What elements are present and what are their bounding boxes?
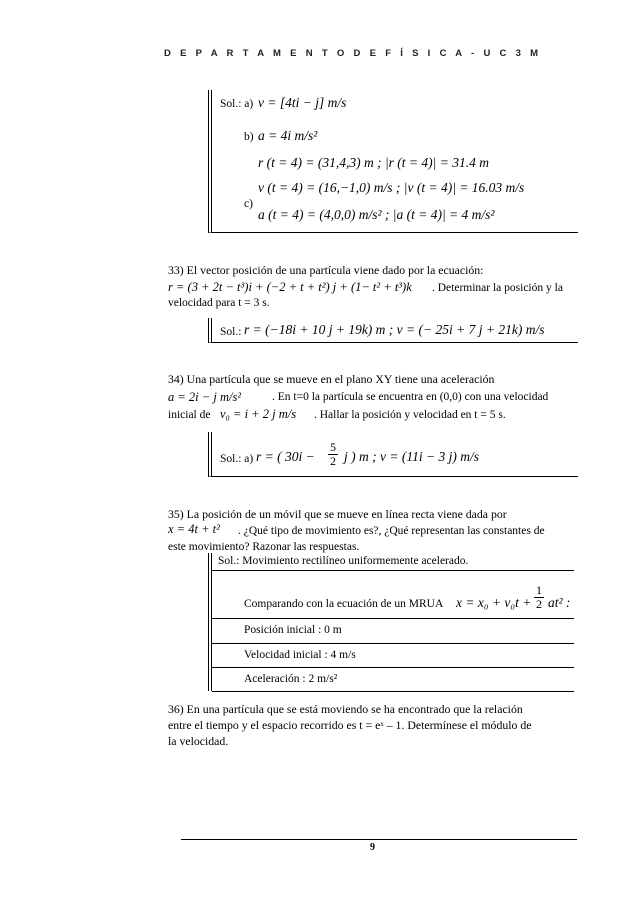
p33-equation: r = (3 + 2t − t³)i + (−2 + t + t²) j + (1− t² + t³)k	[168, 280, 412, 294]
sol35-divider-5	[212, 691, 574, 692]
p33-line2-text: . Determinar la posición y la	[432, 282, 563, 294]
sol35-initial-position: Posición inicial : 0 m	[244, 624, 342, 636]
footer-rule	[181, 839, 577, 840]
sol35-acceleration: Aceleración : 2 m/s²	[244, 673, 338, 685]
sol34-frac-den: 2	[330, 454, 336, 468]
sol35-mrua-a: x = x₀ + v₀t +	[456, 595, 532, 610]
sol32-a-label: Sol.: a)	[220, 98, 254, 110]
p35-line1: 35) La posición de un móvil que se mueve en línea recta viene dada por	[168, 507, 507, 521]
p34-line3-c: . Hallar la posición y velocidad en t = 5 s.	[314, 409, 506, 421]
p34-line2-text: . En t=0 la partícula se encuentra en (0,0) con una velocidad	[272, 391, 549, 403]
p33-line3: velocidad para t = 3 s.	[168, 297, 270, 309]
sol32-c-label: c)	[244, 198, 253, 210]
p35-line2-text: . ¿Qué tipo de movimiento es?, ¿Qué representan las constantes de	[238, 525, 545, 537]
sol33-expr: r = (−18i + 10 j + 19k) m ; v = (− 25i + 7 j + 21k) m/s	[244, 322, 545, 337]
p35-line3: este movimiento? Razonar las respuestas.	[168, 541, 360, 553]
sol35-text: Sol.: Movimiento rectilíneo uniformemente acelerado.	[218, 555, 469, 567]
sol32-c-line3: a (t = 4) = (4,0,0) m/s² ; |a (t = 4)| = 4 m/s²	[258, 207, 495, 222]
sol34-expr-b: j ) m ; v = (11i − 3 j) m/s	[344, 449, 479, 464]
sol34-label: Sol.: a)	[220, 453, 254, 465]
p35-position-expr: x = 4t + t²	[168, 522, 220, 536]
sol35-initial-velocity: Velocidad inicial : 4 m/s	[244, 649, 356, 661]
sol35-mrua-fraction	[534, 584, 544, 611]
page-header: D E P A R T A M E N T O D E F Í S I C A - U C 3 M	[164, 48, 542, 59]
sol34-frac-num: 5	[330, 440, 336, 454]
p34-line3-a: inicial de	[168, 409, 211, 421]
sol32-b-expr: a = 4i m/s²	[258, 128, 318, 143]
sol32-a-expr: v = [4ti − j] m/s	[258, 95, 347, 110]
sol35-compare-text: Comparando con la ecuación de un MRUA	[244, 598, 444, 610]
p36-line3: la velocidad.	[168, 734, 229, 748]
p36-line2: entre el tiempo y el espacio recorrido es t = eˣ – 1. Determínese el módulo de	[168, 718, 532, 732]
sol32-c-line1: r (t = 4) = (31,4,3) m ; |r (t = 4)| = 31.4 m	[258, 155, 489, 170]
p33-line1: 33) El vector posición de una partícula viene dado por la ecuación:	[168, 263, 484, 277]
sol35-mrua-b: at² :	[548, 595, 571, 610]
p34-line1: 34) Una partícula que se mueve en el plano XY tiene una aceleración	[168, 372, 495, 386]
sol33-label: Sol.:	[220, 326, 242, 338]
sol35-divider-1	[212, 570, 574, 571]
p34-v0-expr: v₀ = i + 2 j m/s	[220, 407, 297, 421]
sol34-expr-a: r = ( 30i −	[256, 449, 315, 464]
page-number: 9	[370, 842, 375, 853]
p34-acc-expr: a = 2i − j m/s²	[168, 390, 242, 404]
sol35-divider-2	[212, 618, 574, 619]
sol35-frac-den: 2	[536, 597, 542, 611]
sol32-b-label: b)	[244, 131, 254, 143]
sol35-divider-4	[212, 667, 574, 668]
sol34-fraction	[328, 441, 338, 468]
sol32-c-line2: v (t = 4) = (16,−1,0) m/s ; |v (t = 4)| = 16.03 m/s	[258, 180, 525, 195]
sol35-frac-num: 1	[536, 583, 542, 597]
solution-box-35	[208, 553, 578, 691]
sol35-divider-3	[212, 643, 574, 644]
p36-line1: 36) En una partícula que se está moviendo se ha encontrado que la relación	[168, 702, 523, 716]
